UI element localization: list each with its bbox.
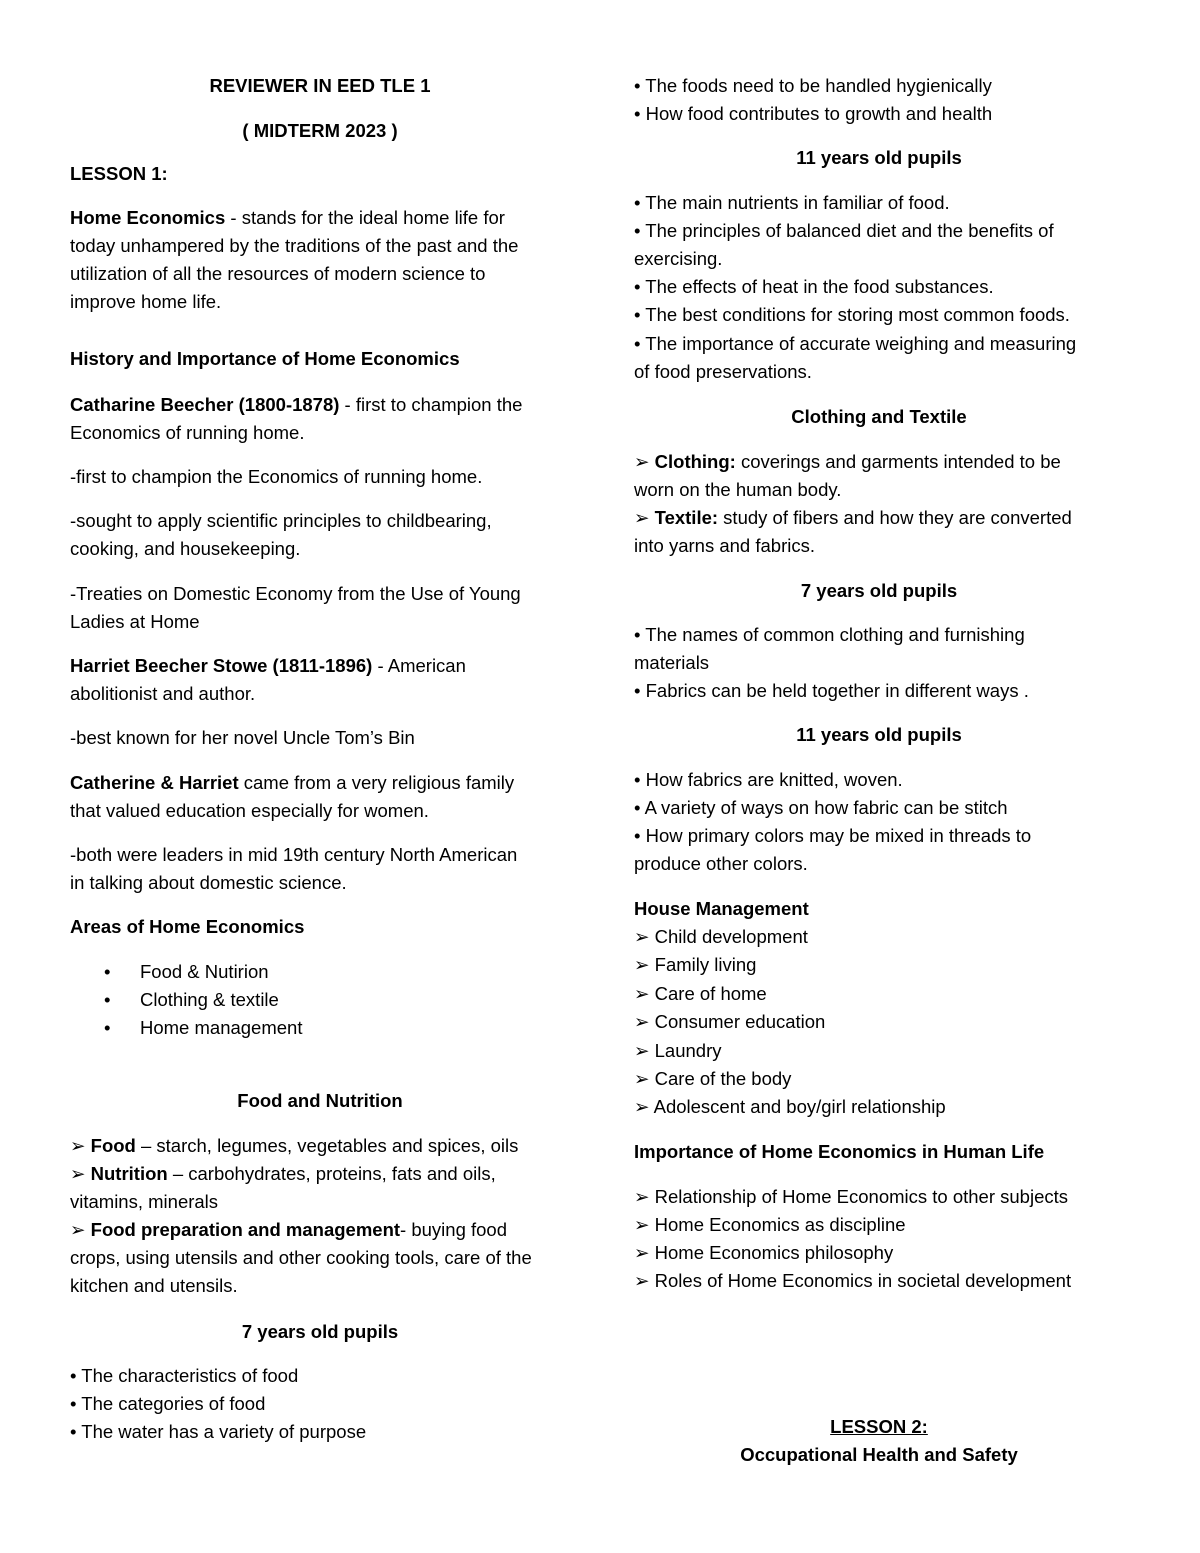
importance-heading: Importance of Home Economics in Human Life — [634, 1141, 1045, 1162]
bullet-icon: • — [104, 961, 111, 982]
text-line: Economics of running home. — [70, 422, 305, 443]
list-item: • The categories of food — [70, 1393, 266, 1414]
list-item: ➢ Home Economics philosophy — [634, 1242, 894, 1263]
list-item: • The water has a variety of purpose — [70, 1421, 367, 1442]
list-item: • How fabrics are knitted, woven. — [634, 769, 903, 790]
list-item: ➢ Child development — [634, 926, 808, 947]
food-nutrition-heading: Food and Nutrition — [237, 1090, 403, 1111]
seven-years-clothing-heading: 7 years old pupils — [800, 580, 958, 601]
list-item: • How primary colors may be mixed in threads to — [634, 825, 1032, 846]
list-item: • The foods need to be handled hygienically — [634, 75, 992, 96]
text-line: utilization of all the resources of modern science to — [70, 263, 486, 284]
eleven-years-heading: 11 years old pupils — [796, 147, 962, 168]
list-item: ➢ Consumer education — [634, 1011, 826, 1032]
list-item: • The main nutrients in familiar of food. — [634, 192, 950, 213]
harriet-name: Harriet Beecher Stowe (1811-1896) — [70, 655, 373, 676]
list-item: ➢ Relationship of Home Economics to other subjects — [634, 1186, 1069, 1207]
list-item: ➢ Home Economics as discipline — [634, 1214, 906, 1235]
harriet-entry: Harriet Beecher Stowe (1811-1896) - American — [70, 655, 466, 676]
document-title: REVIEWER IN EED TLE 1 — [209, 75, 431, 96]
list-item: ➢ Adolescent and boy/girl relationship — [634, 1096, 946, 1117]
list-item: ➢ Care of the body — [634, 1068, 792, 1089]
lesson1-label: LESSON 1: — [70, 163, 168, 184]
text-line: worn on the human body. — [634, 479, 842, 500]
text-line: -sought to apply scientific principles to childbearing, — [70, 510, 492, 531]
lesson2-title: Occupational Health and Safety — [740, 1444, 1018, 1465]
list-item: • The best conditions for storing most common foods. — [634, 304, 1070, 325]
list-item: • The effects of heat in the food substances. — [634, 276, 994, 297]
lesson2-label: LESSON 2: — [830, 1416, 928, 1437]
list-item: • The characteristics of food — [70, 1365, 299, 1386]
bullet-icon: • — [104, 989, 111, 1010]
areas-heading: Areas of Home Economics — [70, 916, 305, 937]
text-line: materials — [634, 652, 710, 673]
list-item: • How food contributes to growth and health — [634, 103, 993, 124]
text-line: that valued education especially for women. — [70, 800, 429, 821]
text-line: of food preservations. — [634, 361, 812, 382]
text-line: Ladies at Home — [70, 611, 200, 632]
eleven-years-clothing-heading: 11 years old pupils — [796, 724, 962, 745]
text-line: -first to champion the Economics of running home. — [70, 466, 483, 487]
list-item: ➢ Laundry — [634, 1040, 722, 1061]
food-prep-entry: ➢ Food preparation and management- buying food — [70, 1219, 508, 1240]
list-item: ➢ Family living — [634, 954, 757, 975]
text-line: cooking, and housekeeping. — [70, 538, 301, 559]
text-line: -best known for her novel Uncle Tom’s Bin — [70, 727, 415, 748]
list-item: ➢ Care of home — [634, 983, 767, 1004]
text-line: -both were leaders in mid 19th century North American — [70, 844, 518, 865]
list-item: Home management — [140, 1017, 303, 1038]
list-item: • A variety of ways on how fabric can be stitch — [634, 797, 1008, 818]
bullet-icon: • — [104, 1017, 111, 1038]
list-item: Clothing & textile — [140, 989, 279, 1010]
list-item: • The importance of accurate weighing and measuring — [634, 333, 1077, 354]
list-item: ➢ Roles of Home Economics in societal development — [634, 1270, 1072, 1291]
text-line: into yarns and fabrics. — [634, 535, 815, 556]
text-line: in talking about domestic science. — [70, 872, 347, 893]
list-item: Food & Nutirion — [140, 961, 269, 982]
catherine-harriet-entry: Catherine & Harriet came from a very religious family — [70, 772, 515, 793]
home-economics-term: Home Economics — [70, 207, 226, 228]
text-line: abolitionist and author. — [70, 683, 256, 704]
text-line: exercising. — [634, 248, 723, 269]
home-economics-definition: Home Economics - stands for the ideal home life for — [70, 207, 505, 228]
text-line: -Treaties on Domestic Economy from the Use of Young — [70, 583, 521, 604]
text-line: kitchen and utensils. — [70, 1275, 238, 1296]
seven-years-heading: 7 years old pupils — [241, 1321, 399, 1342]
text-line: improve home life. — [70, 291, 222, 312]
document-subtitle: ( MIDTERM 2023 ) — [242, 120, 398, 141]
house-management-heading: House Management — [634, 898, 809, 919]
text-line: crops, using utensils and other cooking tools, care of the — [70, 1247, 532, 1268]
food-entry: ➢ Food – starch, legumes, vegetables and spices, oils — [70, 1135, 519, 1156]
text-line: today unhampered by the traditions of the past and the — [70, 235, 519, 256]
catherine-harriet-name: Catherine & Harriet — [70, 772, 239, 793]
nutrition-entry: ➢ Nutrition – carbohydrates, proteins, fats and oils, — [70, 1163, 496, 1184]
list-item: • The principles of balanced diet and the benefits of — [634, 220, 1054, 241]
clothing-textile-heading: Clothing and Textile — [791, 406, 967, 427]
textile-entry: ➢ Textile: study of fibers and how they are converted — [634, 507, 1072, 528]
text-line: produce other colors. — [634, 853, 808, 874]
catharine-name: Catharine Beecher (1800-1878) — [70, 394, 340, 415]
list-item: • The names of common clothing and furnishing — [634, 624, 1025, 645]
history-heading: History and Importance of Home Economics — [70, 348, 460, 369]
text-line: vitamins, minerals — [70, 1191, 219, 1212]
clothing-entry: ➢ Clothing: coverings and garments intended to be — [634, 451, 1061, 472]
list-item: • Fabrics can be held together in different ways . — [634, 680, 1029, 701]
catharine-entry: Catharine Beecher (1800-1878) - first to champion the — [70, 394, 523, 415]
